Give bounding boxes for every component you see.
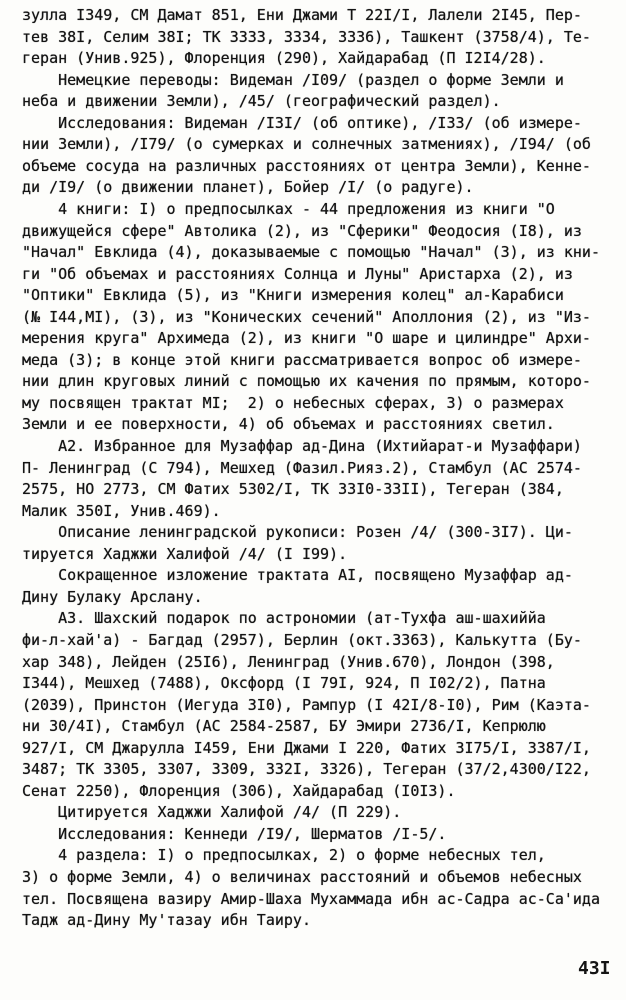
text-line: ди /I9/ (о движении планет), Бойер /I/ (о радуге). [22,178,474,197]
text-line: хар 348), Лейден (25I6), Ленинград (Унив.670), Лондон (398, [22,652,555,671]
text-line: тев 38I, Селим 38I; ТК 3333, 3334, 3336), Ташкент (3758/4), Те- [22,27,591,46]
text-line: 4 раздела: I) о предпосылках, 2) о форме небесных тел, [22,846,546,865]
text-line: 927/I, СМ Джарулла I459, Ени Джами I 220, Фатих 3I75/I, 3387/I, [22,738,591,757]
text-line: Тадж ад-Дину Му'тазау ибн Таиру. [22,911,311,930]
text-line: нии длин круговых линий с помощью их качения по прямым, которо- [22,372,591,391]
text-line: му посвящен трактат MI; 2) о небесных сферах, 3) о размерах [22,393,564,412]
text-line: меда (3); в конце этой книги рассматривается вопрос об измере- [22,350,582,369]
text-line: А3. Шахский подарок по астрономии (ат-Тухфа аш-шахиййа [22,609,546,628]
text-line: геран (Унив.925), Флоренция (290), Хайдарабад (П I2I4/28). [22,49,546,68]
text-line: неба и движении Земли), /45/ (географический раздел). [22,92,501,111]
text-line: зулла I349, СМ Дамат 851, Ени Джами Т 22I/I, Лалели 2I45, Пер- [22,6,582,24]
text-line: П- Ленинград (С 794), Мешхед (Фазил.Рияз.2), Стамбул (АС 2574- [22,458,582,477]
text-line: тируется Хаджжи Халифой /4/ (I I99). [22,544,348,563]
text-line: объеме сосуда на различных расстояниях от центра Земли), Кенне- [22,156,591,175]
text-line: I344), Мешхед (7488), Оксфорд (I 79I, 924, П I02/2), Патна [22,674,546,693]
text-line: ги "Об объемах и расстояниях Солнца и Луны" Аристарха (2), из [22,264,573,283]
text-line: Малик 350I, Унив.469). [22,501,221,520]
text-line: 2575, НО 2773, СМ Фатих 5302/I, ТК 33I0-33II), Тегеран (384, [22,480,564,499]
text-line: А2. Избранное для Музаффар ад-Дина (Ихтийарат-и Музаффари) [22,437,582,455]
text-line: "Начал" Евклида (4), доказываемые с помощью "Начал" (3), из кни- [22,243,600,262]
text-line: мерения круга" Архимеда (2), из книги "О шаре и цилиндре" Архи- [22,329,591,348]
text-line: (№ I44,MI), (3), из "Конических сечений" Аполлония (2), из "Из- [22,307,591,326]
text-line: "Оптики" Евклида (5), из "Книги измерения колец" ал-Карабиси [22,286,564,305]
text-line: Сокращенное изложение трактата AI, посвящено Музаффар ад- [22,566,573,585]
text-line: Дину Булаку Арслану. [22,587,203,606]
text-line: движущейся сфере" Автолика (2), из "Сферики" Феодосия (I8), из [22,221,582,240]
text-line: Сенат 2250), Флоренция (306), Хайдарабад (I0I3). [22,781,456,800]
text-line: Цитируется Хаджжи Халифой /4/ (П 229). [22,803,402,822]
page-number: 43I [578,958,611,979]
text-line: тел. Посвящена вазиру Амир-Шаха Мухаммада ибн ас-Садра ас-Са'ида [22,889,600,908]
text-line: Земли и ее поверхности, 4) об объемах и расстояниях светил. [22,415,555,434]
text-line: Исследования: Кеннеди /I9/, Шерматов /I-5/. [22,824,447,843]
text-line: 3) о форме Земли, 4) о величинах расстояний и объемов небесных [22,868,582,886]
text-line: ни 30/4I), Стамбул (АС 2584-2587, БУ Эмири 2736/I, Кепрюлю [22,717,546,736]
text-line: 3487; ТК 3305, 3307, 3309, 332I, 3326), Тегеран (37/2,4300/I22, [22,760,591,779]
text-line: нии Земли), /I79/ (о сумерках и солнечных затмениях), /I94/ (об [22,135,591,154]
text-line: Исследования: Видеман /I3I/ (об оптике), /I33/ (об измере- [22,113,582,132]
text-line: Описание ленинградской рукописи: Розен /4/ (300-3I7). Ци- [22,523,573,542]
text-line: (2039), Принстон (Иегуда 3I0), Рампур (I 42I/8-I0), Рим (Каэта- [22,695,591,714]
text-line: Немецкие переводы: Видеман /I09/ (раздел о форме Земли и [22,70,564,89]
text-line: 4 книги: I) о предпосылках - 44 предложения из книги "О [22,199,555,218]
text-line: фи-л-хай'а) - Багдад (2957), Берлин (окт.3363), Калькутта (Бу- [22,630,582,649]
